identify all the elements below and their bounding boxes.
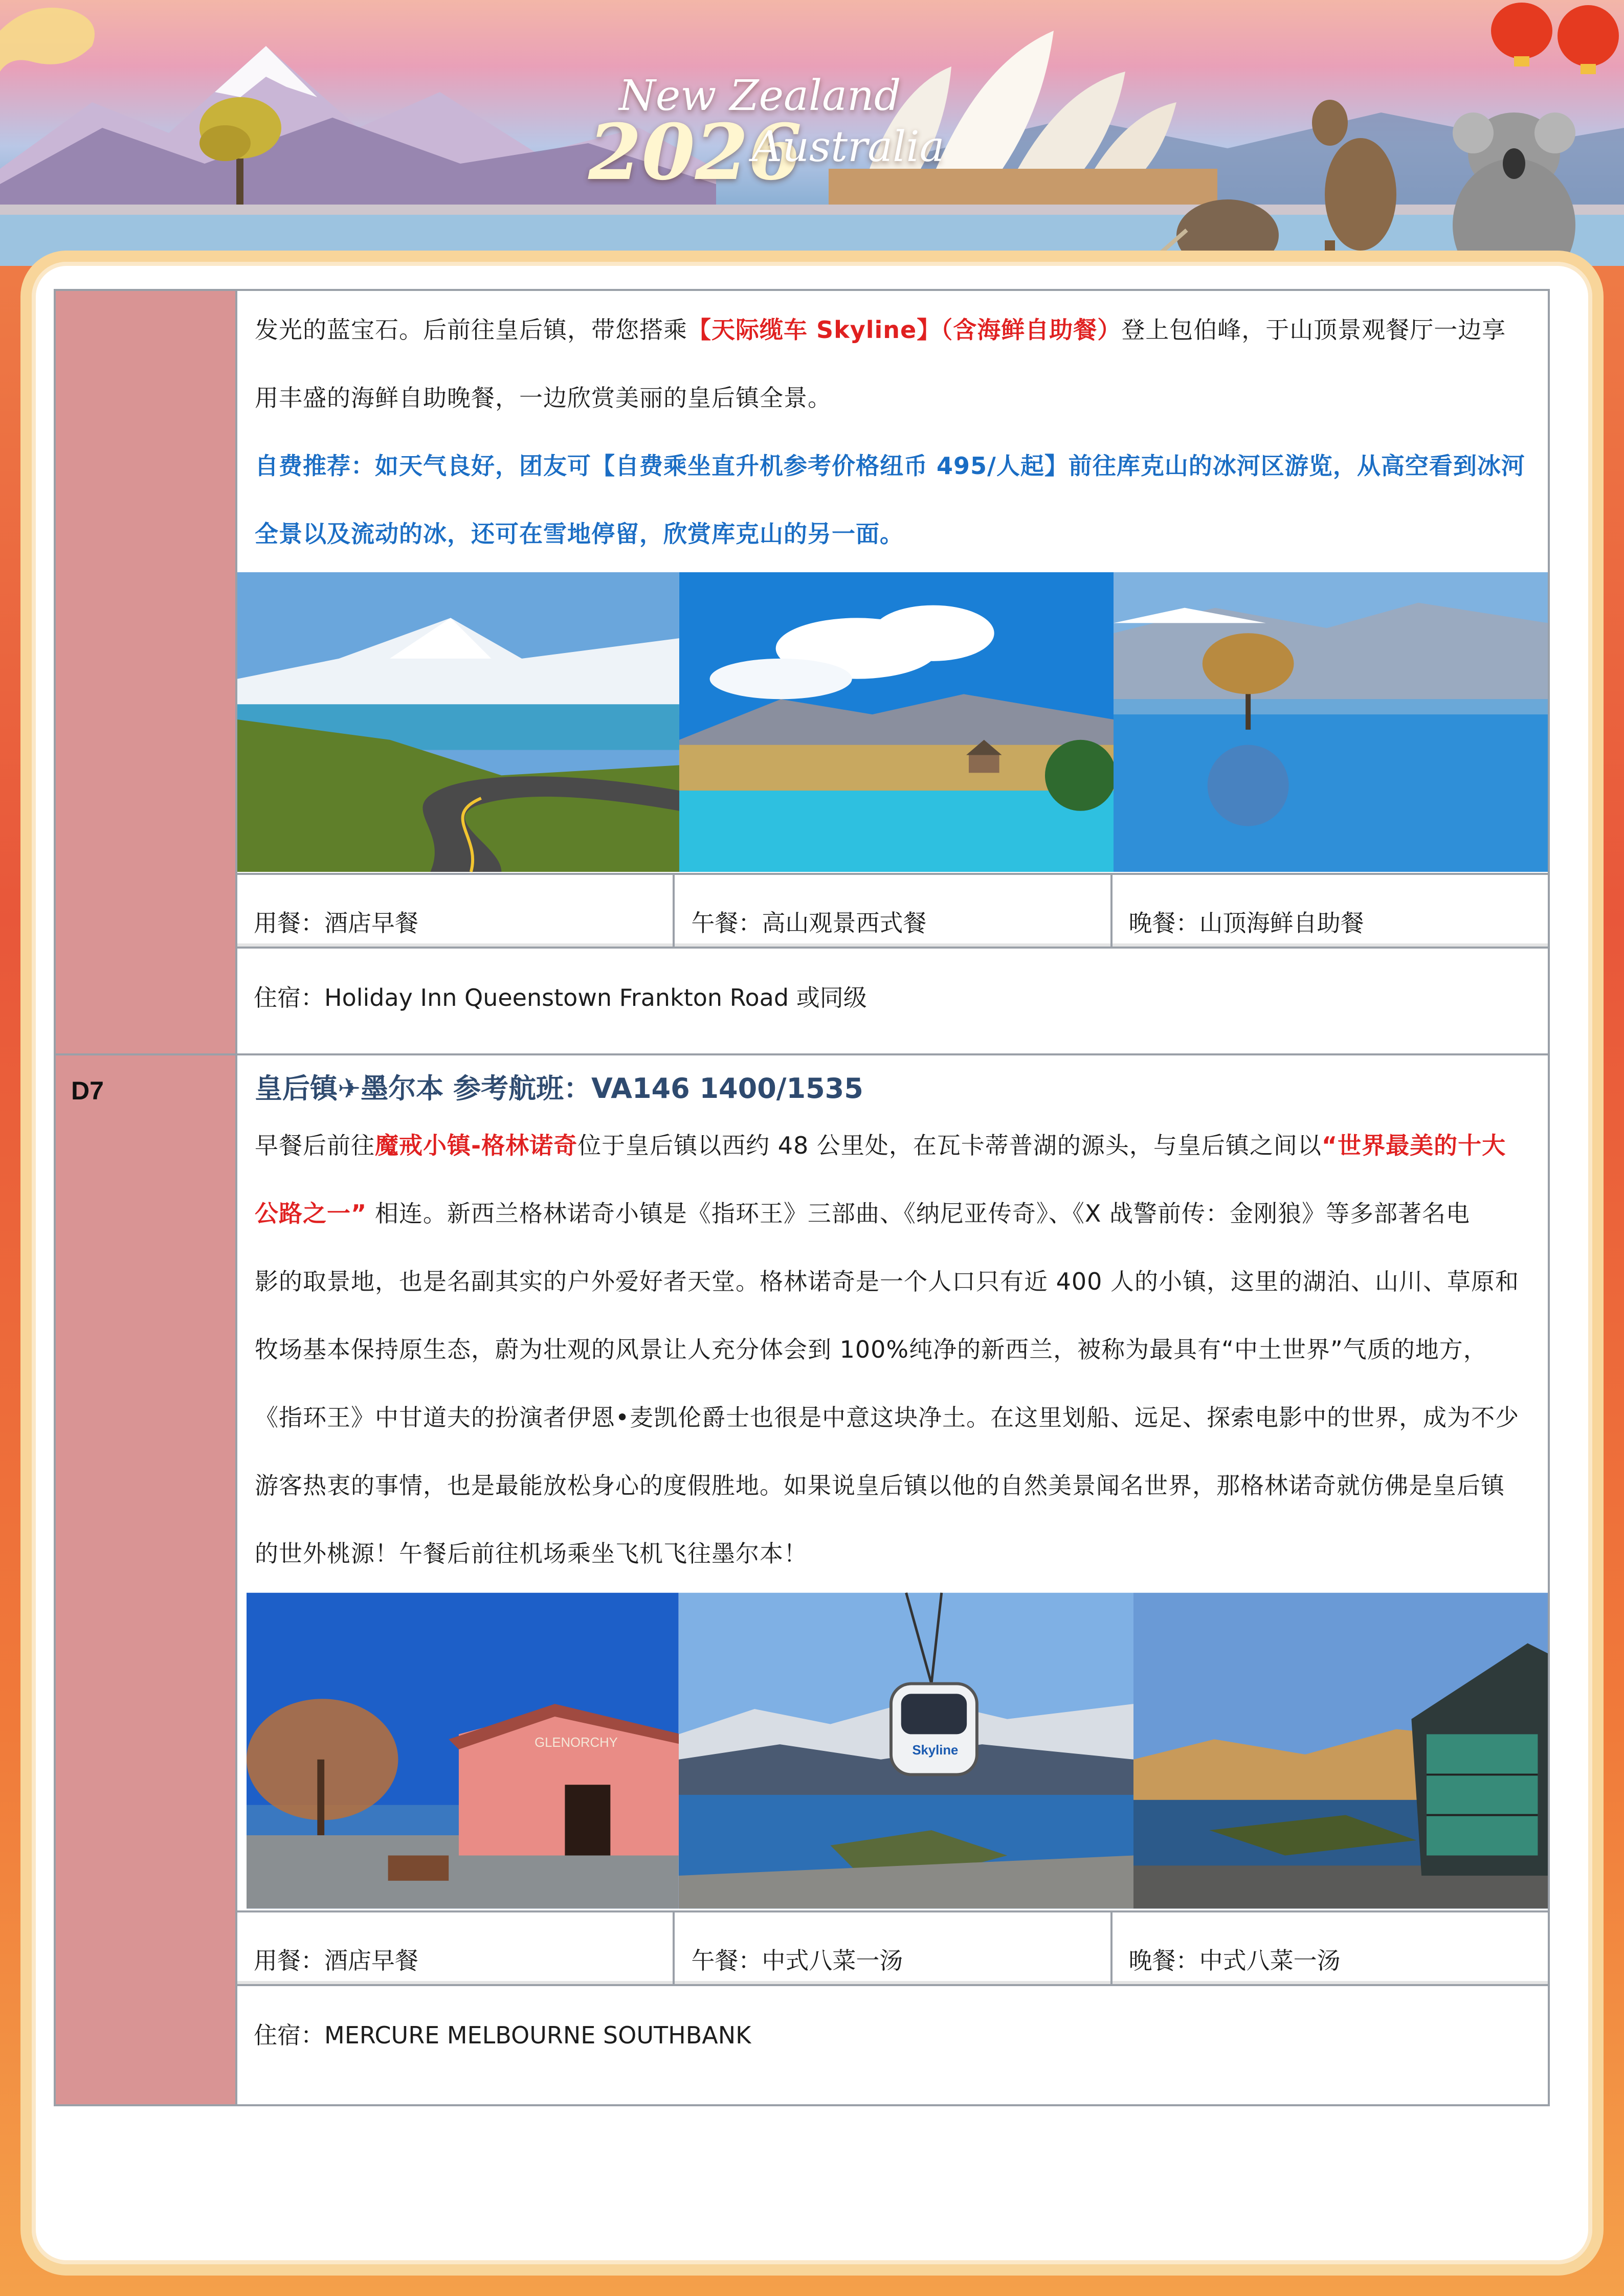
brand-line2: Australia (752, 123, 945, 171)
day-description (237, 1066, 1548, 1588)
paragraph: 游客热衷的事情，也是最能放松身心的度假胜地。如果说皇后镇以他的自然美景闻名世界，那格林诺奇就仿佛是皇后镇 (255, 1472, 1505, 1499)
paragraph (255, 1112, 1533, 1180)
photo-strip (237, 571, 1548, 873)
day-label-cell (55, 290, 236, 1054)
day-row-7 (55, 1054, 1549, 2105)
text-span: 位于皇后镇以西约 48 公里处，在瓦卡蒂普湖的源头，与皇后镇之间以 (577, 1132, 1322, 1159)
itinerary-table (54, 289, 1550, 2106)
meal-lunch: 午餐：高山观景西式餐 (675, 875, 1112, 947)
paragraph (255, 296, 1533, 364)
meal-lunch: 午餐：中式八菜一汤 (675, 1912, 1112, 1984)
paragraph: 影的取景地，也是名副其实的户外爱好者天堂。格林诺奇是一个人口只有近 400 人的小镇，这里的湖泊、山川、草原和 (255, 1268, 1520, 1295)
header-banner (0, 0, 1624, 266)
day-row-6 (55, 290, 1549, 1054)
highlight-text: 魔戒小镇-格林诺奇 (375, 1132, 578, 1159)
optional-tour-note: 全景以及流动的冰，还可在雪地停留，欣赏库克山的另一面。 (255, 520, 904, 548)
brand-line1: New Zealand (619, 72, 901, 120)
photo-lake-church (679, 571, 1114, 873)
brand-year: 2026 (588, 107, 802, 197)
text-span: 发光的蓝宝石。后前往皇后镇，带您搭乘 (255, 316, 687, 344)
photo-wanaka-tree (1114, 571, 1548, 873)
photo-skyline-gondola (679, 1591, 1133, 1910)
meal-dinner: 晚餐：山顶海鲜自助餐 (1113, 875, 1548, 947)
gondola-logo: Skyline (912, 1743, 959, 1758)
hotel-info: 住宿：MERCURE MELBOURNE SOUTHBANK (237, 1984, 1548, 2061)
meals-row (237, 873, 1548, 947)
meal-dinner: 晚餐：中式八菜一汤 (1113, 1912, 1548, 1984)
day-content-cell (236, 290, 1549, 1054)
paragraph: 《指环王》中甘道夫的扮演者伊恩•麦凯伦爵士也很是中意这块净土。在这里划船、远足、探索电影中的世界，成为不少 (255, 1404, 1520, 1431)
highlight-text: “世界最美的十大 (1321, 1132, 1506, 1159)
highlight-text: 公路之一” (255, 1200, 367, 1227)
day-label-cell: D7 (55, 1054, 236, 2105)
itinerary-content (54, 289, 1550, 2109)
meal-breakfast: 用餐：酒店早餐 (237, 875, 675, 947)
optional-tour-note: 自费推荐：如天气良好，团友可【自费乘坐直升机参考价格纽币 495/人起】前往库克山的冰河区游览，从高空看到冰河 (255, 452, 1525, 480)
meal-breakfast: 用餐：酒店早餐 (237, 1912, 675, 1984)
brand-logo (588, 61, 945, 205)
shed-sign: GLENORCHY (535, 1736, 618, 1750)
paragraph (255, 1180, 1533, 1248)
highlight-text: 【天际缆车 Skyline】（含海鲜自助餐） (687, 316, 1122, 344)
text-span: 相连。新西兰格林诺奇小镇是《指环王》三部曲、《纳尼亚传奇》、《X 战警前传：金刚狼》等多部著名电 (367, 1200, 1470, 1227)
meals-row (237, 1910, 1548, 1984)
day-description (237, 291, 1548, 568)
hotel-info: 住宿：Holiday Inn Queenstown Frankton Road 或同级 (237, 947, 1548, 1023)
paragraph: 的世外桃源！午餐后前往机场乘坐飞机飞往墨尔本！ (255, 1540, 808, 1567)
paragraph: 牧场基本保持原生态，蔚为壮观的风景让人充分体会到 100%纯净的新西兰，被称为最具有“中土世界”气质的地方， (255, 1336, 1487, 1363)
photo-glenorchy-shed (247, 1591, 679, 1910)
day-content-cell (236, 1054, 1549, 2105)
paragraph: 用丰盛的海鲜自助晚餐，一边欣赏美丽的皇后镇全景。 (255, 384, 832, 412)
text-span: 早餐后前往 (255, 1132, 375, 1159)
text-span: 登上包伯峰，于山顶景观餐厅一边享 (1121, 316, 1506, 344)
photo-strip (237, 1591, 1548, 1910)
photo-skyline-restaurant (1133, 1591, 1548, 1910)
photo-mountain-road (237, 571, 679, 873)
day-title: 皇后镇✈墨尔本 参考航班：VA146 1400/1535 (255, 1072, 863, 1105)
